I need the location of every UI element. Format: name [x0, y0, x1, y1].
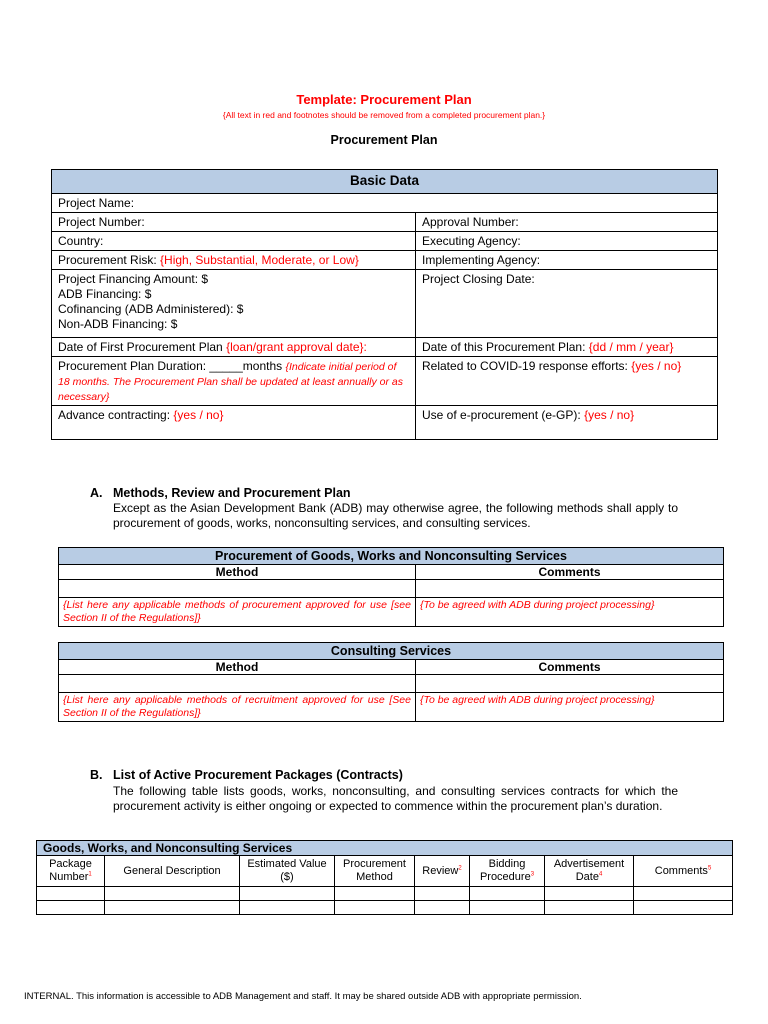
empty-cell	[416, 580, 724, 598]
template-note: {All text in red and footnotes should be removed from a completed procurement plan.}	[222, 110, 546, 120]
comments-column-header: Comments	[416, 660, 724, 675]
first-plan-date-cell: Date of First Procurement Plan {loan/grant approval date}:	[52, 338, 416, 357]
project-number-cell: Project Number:	[52, 213, 416, 232]
packages-title: Goods, Works, and Nonconsulting Services	[37, 841, 733, 856]
goods-methods-table	[58, 547, 724, 627]
bidding-procedure-header: Bidding Procedure$^3$	[470, 856, 545, 887]
goods-methods-title: Procurement of Goods, Works and Nonconsulting Services	[59, 548, 724, 565]
section-a-text: Except as the Asian Development Bank (ADB) may otherwise agree, the following methods shall apply to procurement of goods, works, nonconsulting services, and consulting services.	[113, 501, 678, 530]
country-cell: Country:	[52, 232, 416, 251]
consulting-method-hint: {List here any applicable methods of recruitment approved for use [See Section II of the Regulations]}	[59, 693, 416, 722]
section-a-title: Methods, Review and Procurement Plan	[113, 486, 351, 500]
template-title: Template: Procurement Plan	[296, 92, 472, 107]
empty-cell	[416, 675, 724, 693]
package-number-header: Package Number$^1$	[37, 856, 105, 887]
approval-number-cell: Approval Number:	[416, 213, 718, 232]
consulting-comments-hint: {To be agreed with ADB during project processing}	[416, 693, 724, 722]
financing-cell: Project Financing Amount: $ ADB Financing: $ Cofinancing (ADB Administered): $ Non-ADB Financing: $	[52, 270, 416, 338]
advertisement-date-header: Advertisement Date$^4$	[545, 856, 634, 887]
executing-agency-cell: Executing Agency:	[416, 232, 718, 251]
comments-column-header: Comments	[416, 565, 724, 580]
section-b-letter: B.	[90, 768, 103, 782]
table-row	[37, 901, 733, 915]
plan-duration-cell: Procurement Plan Duration: _____months {Indicate initial period of 18 months. The Procurement Plan shall be updated at least annually or as necessary}	[52, 357, 416, 406]
basic-data-table	[51, 169, 718, 440]
comments-header: Comments$^5$	[634, 856, 733, 887]
e-procurement-cell: Use of e-procurement (e-GP): {yes / no}	[416, 406, 718, 440]
empty-cell	[59, 675, 416, 693]
basic-data-title: Basic Data	[52, 170, 718, 194]
implementing-agency-cell: Implementing Agency:	[416, 251, 718, 270]
review-header: Review$^2$	[415, 856, 470, 887]
closing-date-cell: Project Closing Date:	[416, 270, 718, 338]
procurement-risk-cell: Procurement Risk: {High, Substantial, Moderate, or Low}	[52, 251, 416, 270]
method-column-header: Method	[59, 660, 416, 675]
section-b-text: The following table lists goods, works, nonconsulting, and consulting services contracts for which the procurement activity is either ongoing or expected to commence within the procurement plan’s duration.	[113, 784, 678, 813]
estimated-value-header: Estimated Value ($)	[240, 856, 335, 887]
method-column-header: Method	[59, 565, 416, 580]
this-plan-date-cell: Date of this Procurement Plan: {dd / mm / year}	[416, 338, 718, 357]
consulting-methods-table	[58, 642, 724, 722]
document-title: Procurement Plan	[330, 133, 438, 147]
packages-table	[36, 840, 733, 915]
internal-footer: INTERNAL. This information is accessible to ADB Management and staff. It may be shared outside ADB with appropriate permission.	[24, 991, 582, 1002]
goods-comments-hint: {To be agreed with ADB during project processing}	[416, 598, 724, 627]
covid-cell: Related to COVID-19 response efforts: {yes / no}	[416, 357, 718, 406]
procurement-method-header: Procurement Method	[335, 856, 415, 887]
table-row	[37, 887, 733, 901]
section-a-letter: A.	[90, 486, 103, 500]
section-b-title: List of Active Procurement Packages (Contracts)	[113, 768, 403, 782]
empty-cell	[59, 580, 416, 598]
goods-method-hint: {List here any applicable methods of procurement approved for use [see Section II of the Regulations]}	[59, 598, 416, 627]
consulting-methods-title: Consulting Services	[59, 643, 724, 660]
advance-contracting-cell: Advance contracting: {yes / no}	[52, 406, 416, 440]
general-description-header: General Description	[105, 856, 240, 887]
project-name-cell: Project Name:	[52, 194, 718, 213]
